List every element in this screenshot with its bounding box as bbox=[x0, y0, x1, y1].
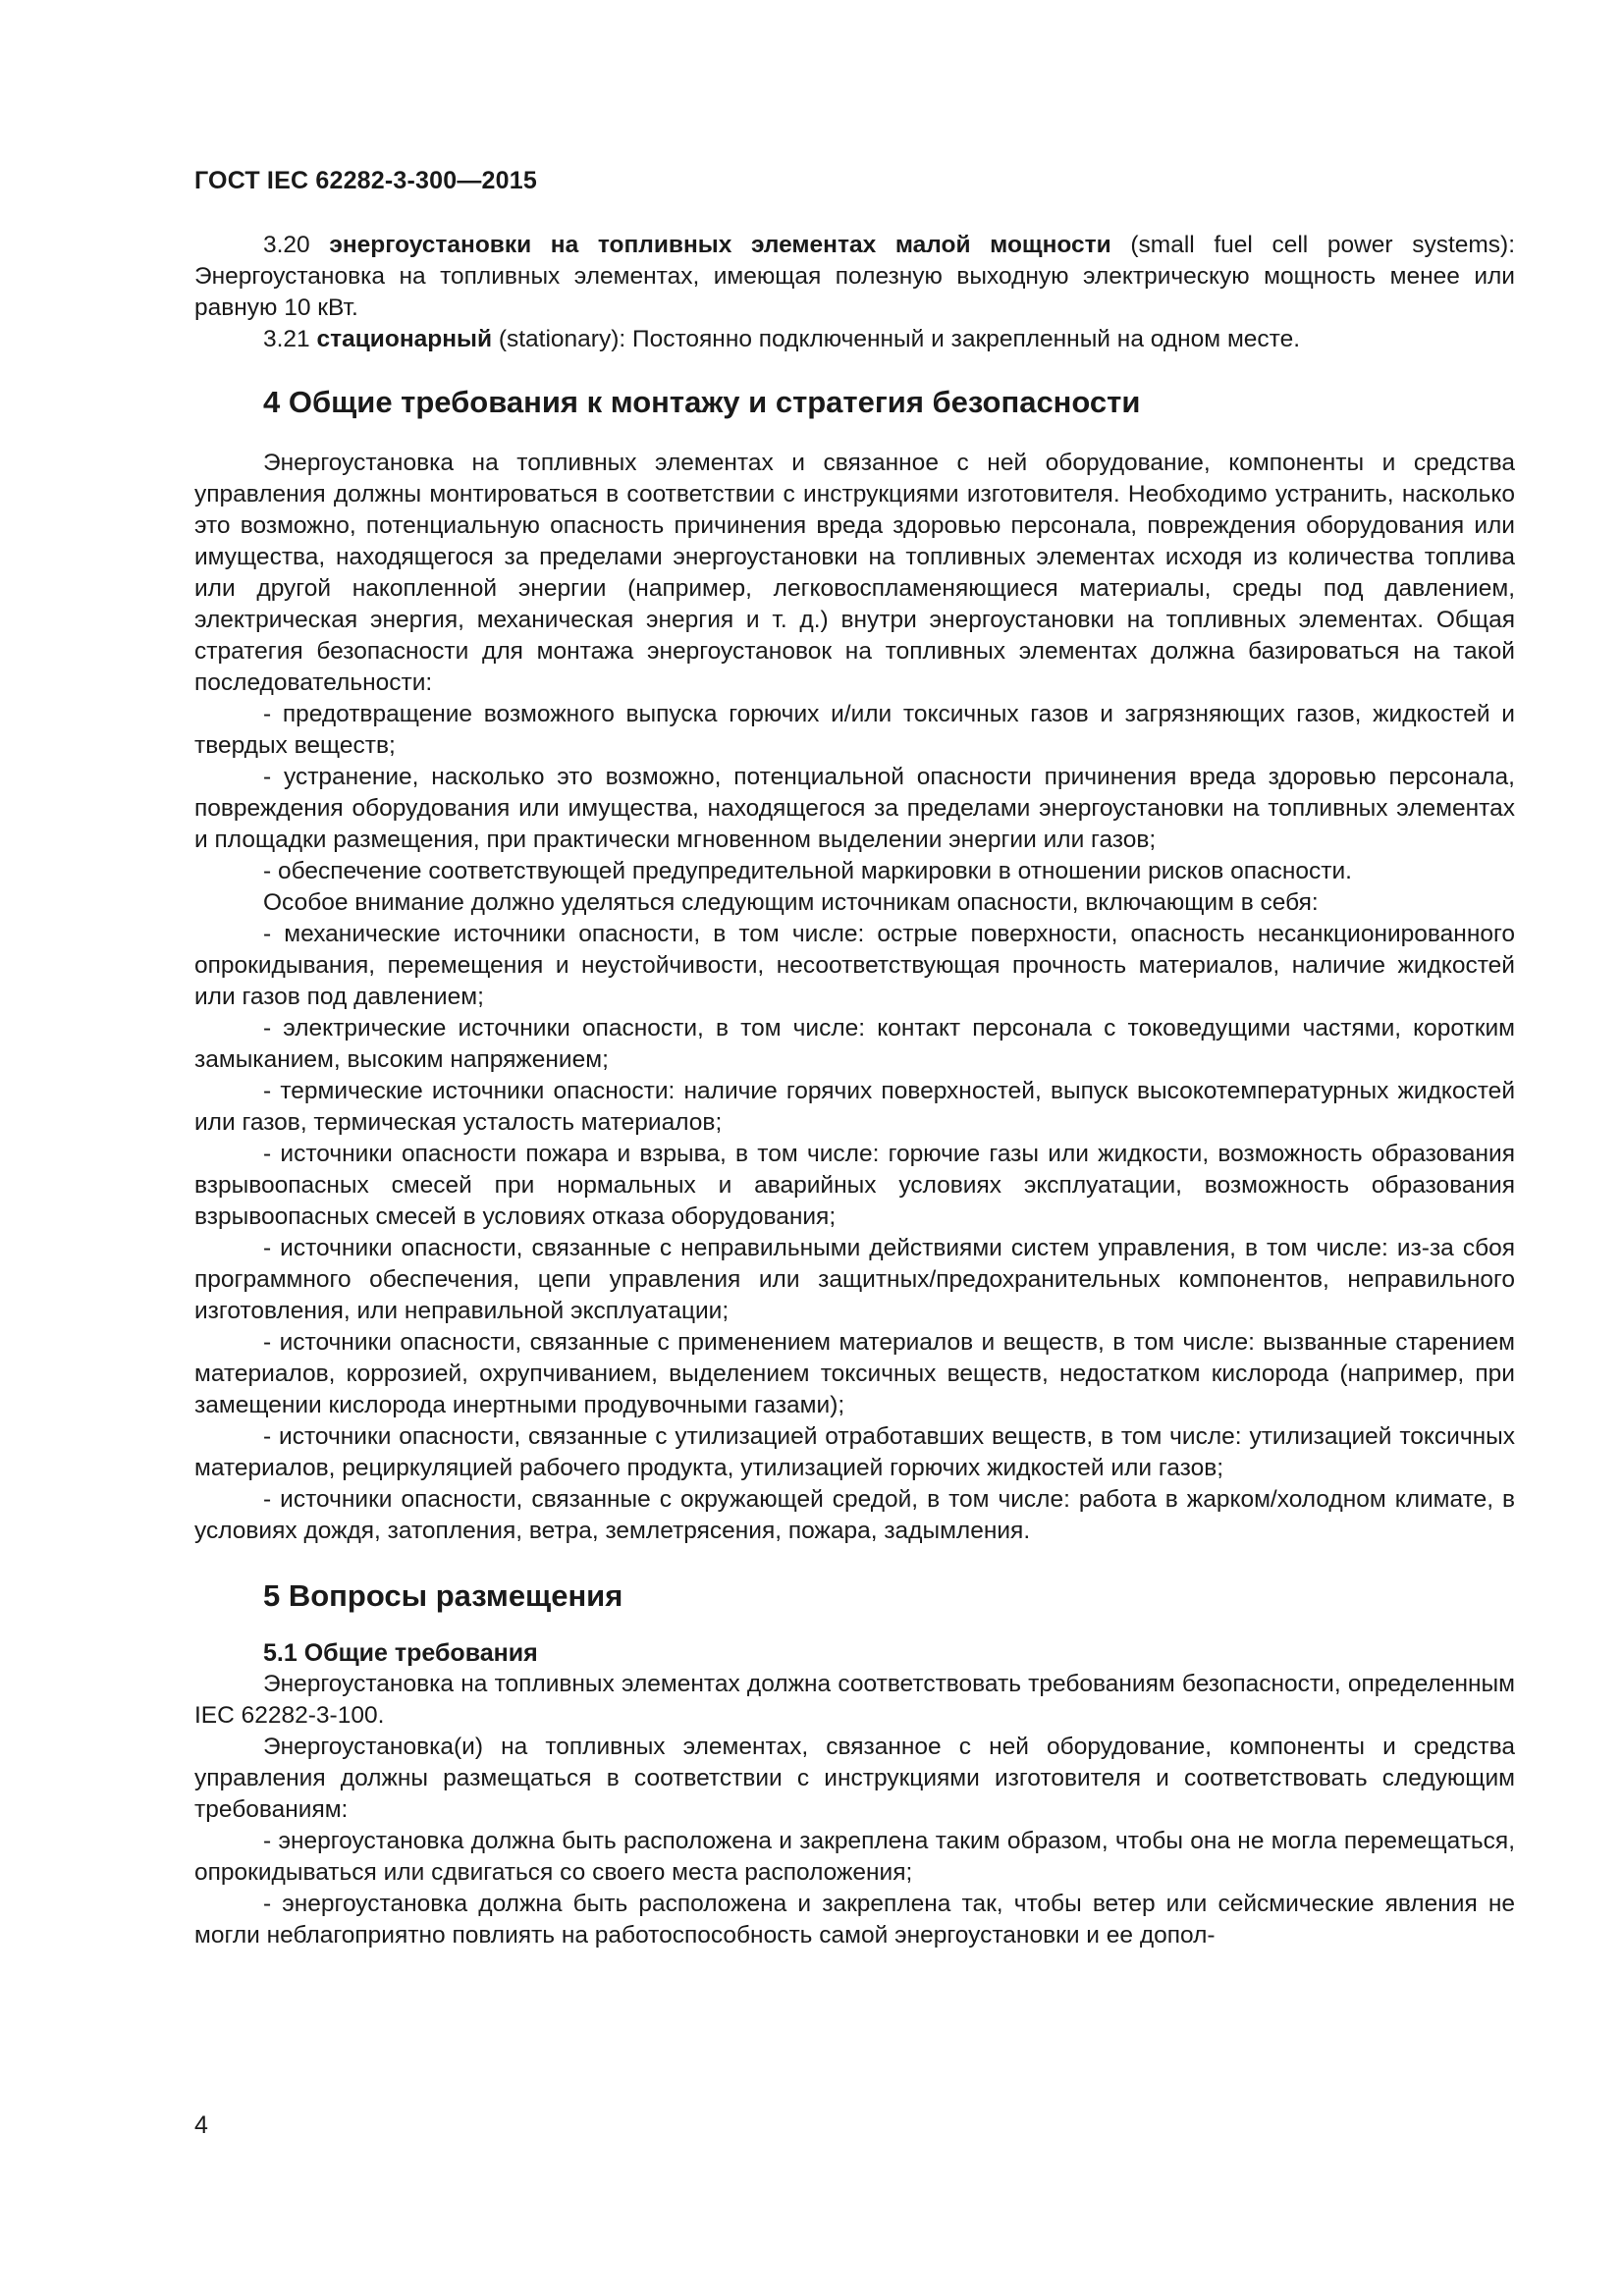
definition-3-21 bbox=[194, 324, 1515, 355]
page-number: 4 bbox=[194, 2111, 208, 2139]
paragraph: Энергоустановка на топливных элементах и связанное с ней оборудование, компоненты и средства управления должны монтироваться в соответствии с инструкциями изготовителя. Необходимо устранить, насколько это возможно, потенциальную опасность причинения вреда здоровью персонала, повреждения оборудования или имущества, находящегося за пределами энергоустановки на топливных элементах исходя из количества топлива или другой накопленной энергии (например, легковоспламеняющиеся материалы, среды под давлением, электрическая энергия, механическая энергия и т. д.) внутри энергоустановки на топливных элементах. Общая стратегия безопасности для монтажа энергоустановок на топливных элементах должна базироваться на такой последовательности: bbox=[194, 450, 1515, 696]
list-item: - источники опасности, связанные с окружающей средой, в том числе: работа в жарком/холодном климате, в условиях дождя, затопления, ветра, землетрясения, пожара, задымления. bbox=[194, 1486, 1515, 1544]
definition-term: энергоустановки на топливных элементах малой мощности bbox=[329, 232, 1111, 258]
section-4-heading: 4 Общие требования к монтажу и стратегия безопасности bbox=[263, 385, 1141, 419]
paragraph: Энергоустановка на топливных элементах должна соответствовать требованиям безопасности, определенным IEC 62282-3-100. bbox=[194, 1671, 1515, 1729]
definition-term: стационарный bbox=[316, 326, 493, 352]
subsection-5-1-heading: 5.1 Общие требования bbox=[263, 1639, 538, 1667]
page-content bbox=[194, 230, 1515, 1951]
list-item: - энергоустановка должна быть расположена и закреплена так, чтобы ветер или сейсмические явления не могли неблагоприятно повлиять на работоспособность самой энергоустановки и ее допол- bbox=[194, 1891, 1515, 1949]
definition-number: 3.20 bbox=[263, 232, 310, 258]
list-item: - электрические источники опасности, в том числе: контакт персонала с токоведущими частями, коротким замыканием, высоким напряжением; bbox=[194, 1015, 1515, 1073]
list-item: - источники опасности, связанные с утилизацией отработавших веществ, в том числе: утилизацией токсичных материалов, рециркуляцией рабочего продукта, утилизацией горючих жидкостей или газов; bbox=[194, 1423, 1515, 1481]
paragraph: Особое внимание должно уделяться следующим источникам опасности, включающим в себя: bbox=[263, 889, 1319, 916]
definition-text: (small fuel cell power systems): Энергоустановка на топливных элементах, имеющая полезную выходную электрическую мощность менее или равную 10 кВт. bbox=[194, 232, 1516, 321]
section-5-heading: 5 Вопросы размещения bbox=[263, 1578, 623, 1613]
list-item: - устранение, насколько это возможно, потенциальной опасности причинения вреда здоровью персонала, повреждения оборудования или имущества, находящегося за пределами энергоустановки на топливных элементах и площадки размещения, при практически мгновенном выделении энергии или газов; bbox=[194, 764, 1515, 853]
list-item: - термические источники опасности: наличие горячих поверхностей, выпуск высокотемпературных жидкостей или газов, термическая усталость материалов; bbox=[194, 1078, 1515, 1136]
definition-text: (stationary): Постоянно подключенный и закрепленный на одном месте. bbox=[498, 326, 1301, 352]
list-item: - источники опасности пожара и взрыва, в том числе: горючие газы или жидкости, возможность образования взрывоопасных смесей при нормальных и аварийных условиях эксплуатации, возможность образования взрывоопасных смесей в условиях отказа оборудования; bbox=[194, 1141, 1515, 1230]
list-item: - источники опасности, связанные с неправильными действиями систем управления, в том числе: из-за сбоя программного обеспечения, цепи управления или защитных/предохранительных компонентов, неправильного изготовления, или неправильной эксплуатации; bbox=[194, 1235, 1515, 1324]
paragraph: Энергоустановка(и) на топливных элементах, связанное с ней оборудование, компоненты и средства управления должны размещаться в соответствии с инструкциями изготовителя и соответствовать следующим требованиям: bbox=[194, 1734, 1515, 1823]
list-item: - обеспечение соответствующей предупредительной маркировки в отношении рисков опасности. bbox=[263, 858, 1352, 884]
standard-header: ГОСТ IEC 62282-3-300—2015 bbox=[194, 167, 537, 194]
list-item: - энергоустановка должна быть расположена и закреплена таким образом, чтобы она не могла перемещаться, опрокидываться или сдвигаться со своего места расположения; bbox=[194, 1828, 1515, 1886]
list-item: - источники опасности, связанные с применением материалов и веществ, в том числе: вызванные старением материалов, коррозией, охрупчиванием, выделением токсичных веществ, недостатком кислорода (например, при замещении кислорода инертными продувочными газами); bbox=[194, 1329, 1515, 1418]
list-item: - механические источники опасности, в том числе: острые поверхности, опасность несанкционированного опрокидывания, перемещения и неустойчивости, несоответствующая прочность материалов, наличие жидкостей или газов под давлением; bbox=[194, 921, 1515, 1010]
definition-number: 3.21 bbox=[263, 326, 310, 352]
definition-3-20 bbox=[194, 230, 1515, 324]
list-item: - предотвращение возможного выпуска горючих и/или токсичных газов и загрязняющих газов, жидкостей и твердых веществ; bbox=[194, 701, 1515, 759]
